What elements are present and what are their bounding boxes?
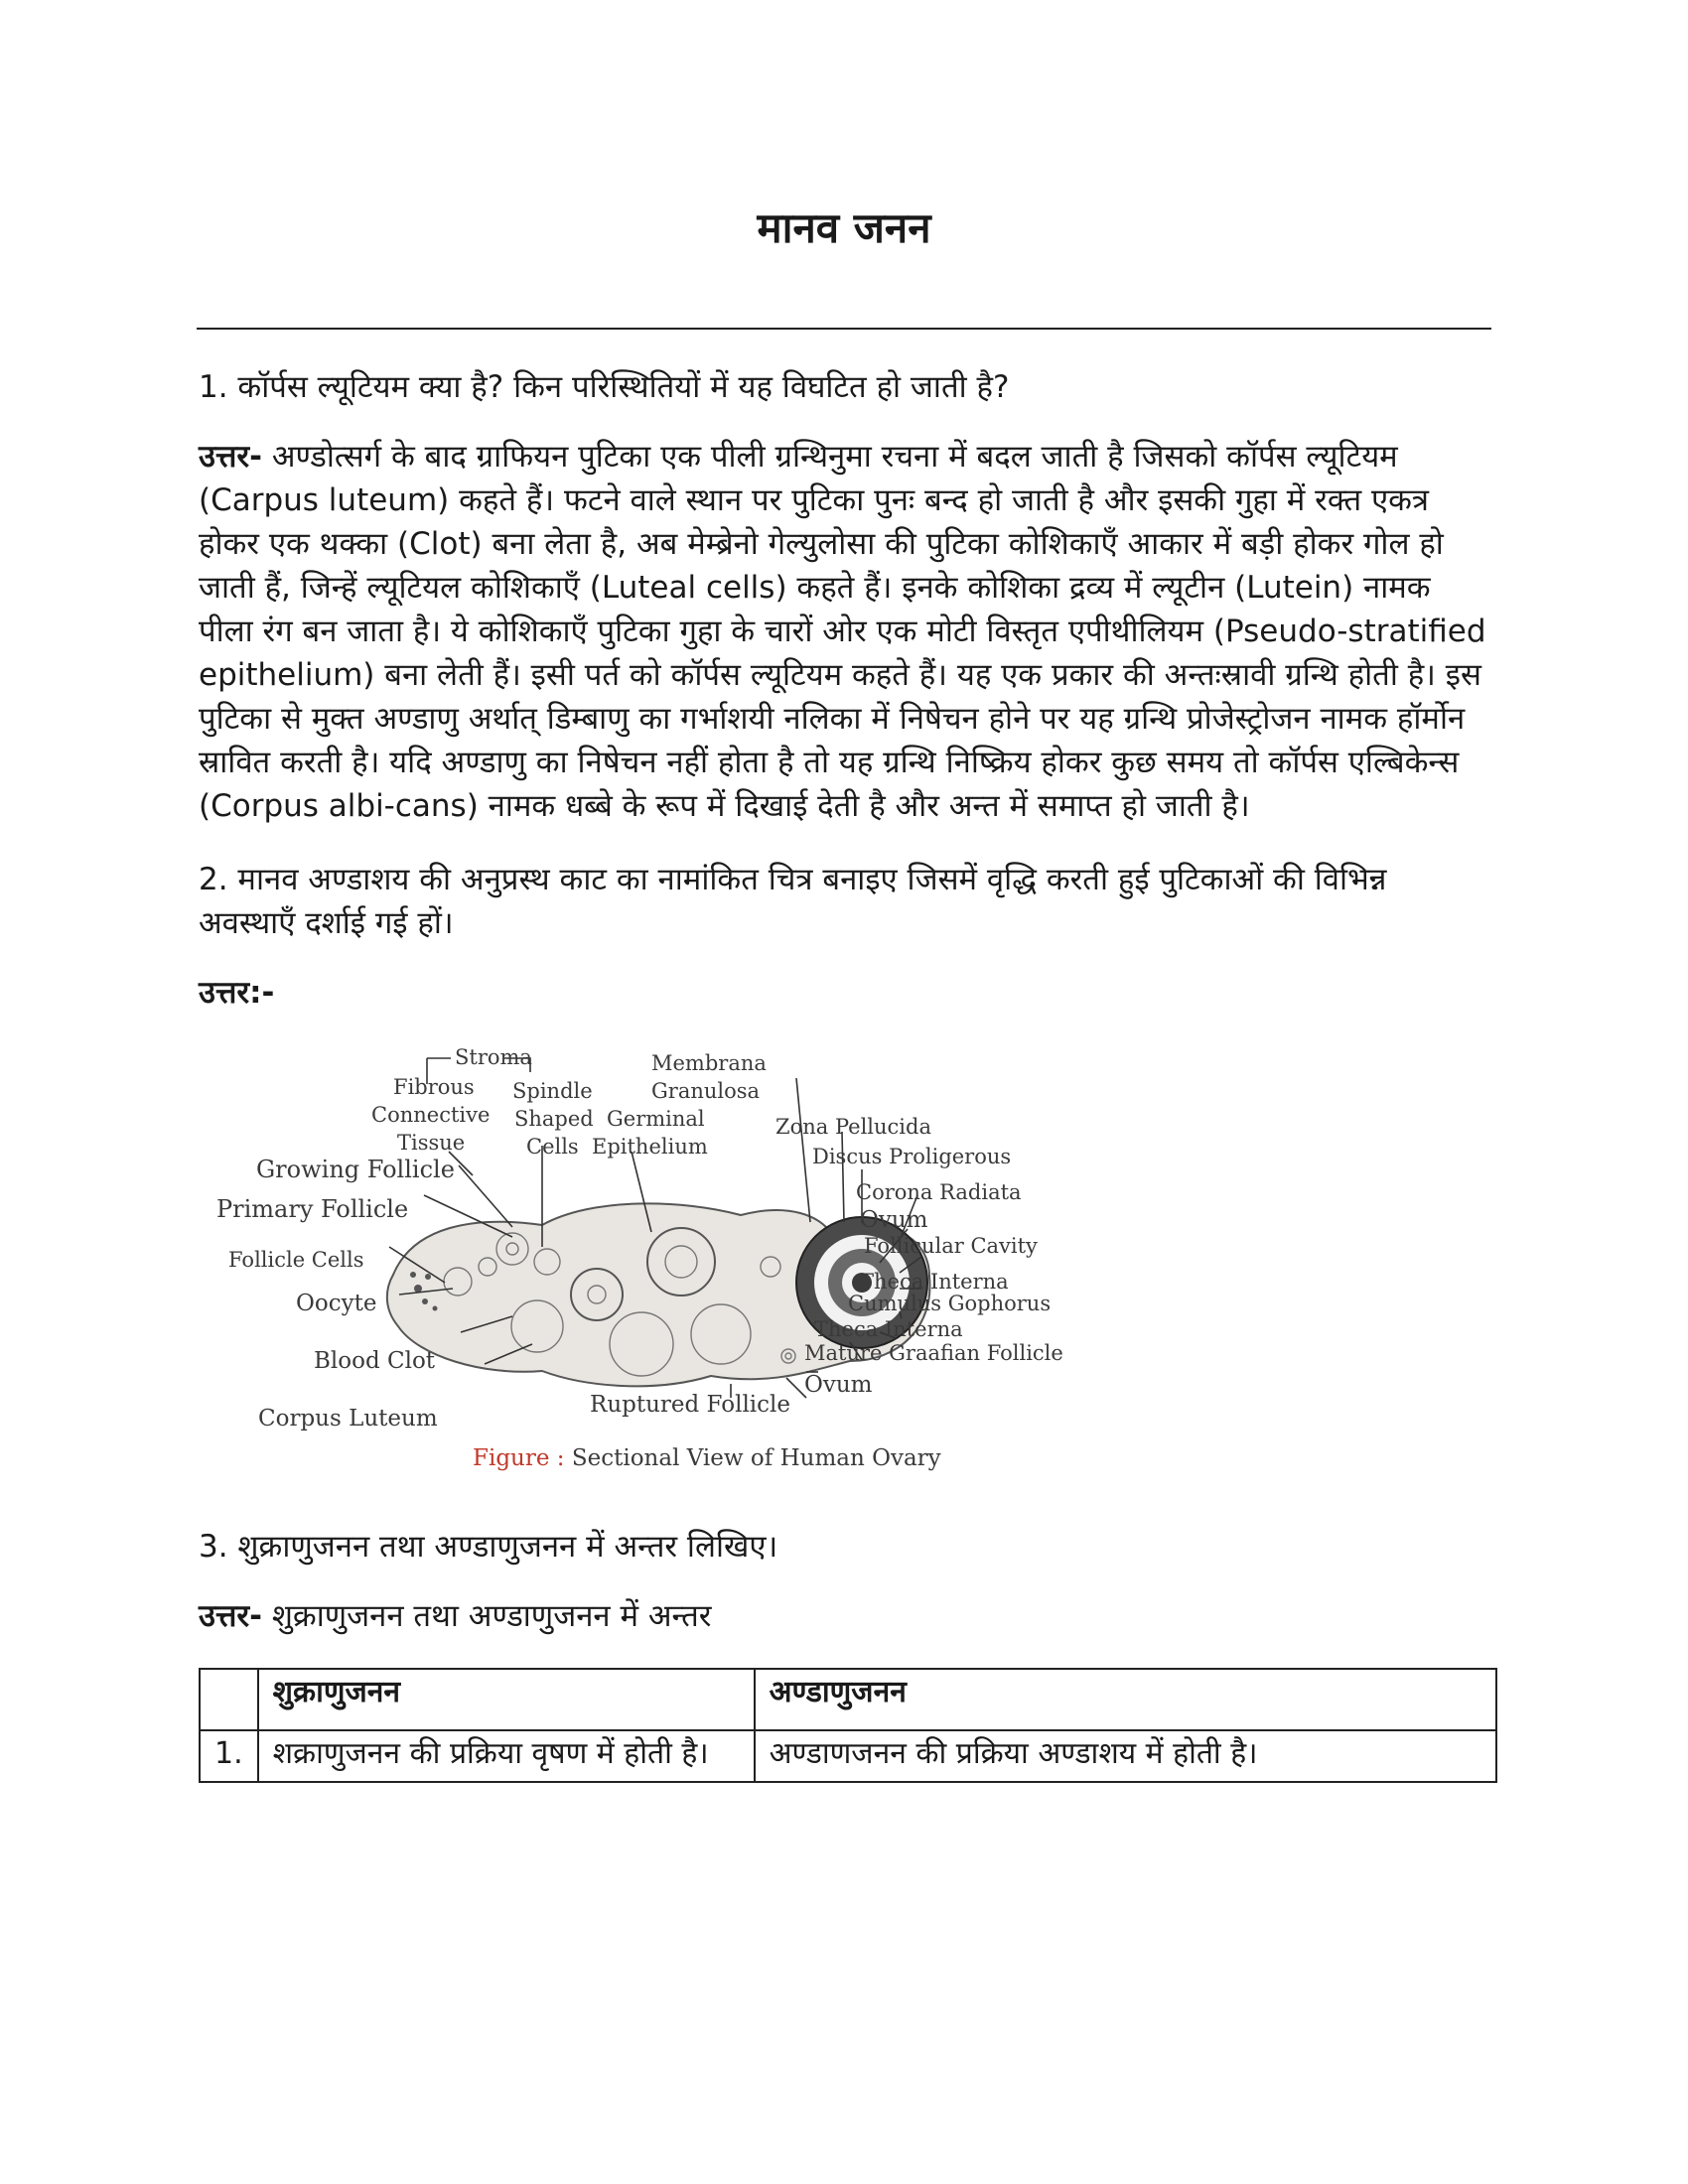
label-discus-proligerous: Discus Proligerous — [812, 1145, 1012, 1168]
label-ovum-bottom: Ovum — [804, 1372, 873, 1398]
label-corona-radiata: Corona Radiata — [856, 1180, 1022, 1204]
label-ruptured-follicle: Ruptured Follicle — [590, 1392, 791, 1418]
answer-1 — [199, 435, 1489, 828]
comparison-table — [199, 1668, 1497, 1783]
label-stroma: Stroma — [455, 1045, 532, 1069]
label-ovum-right: Ovum — [860, 1207, 928, 1233]
label-spindle-2: Shaped — [514, 1107, 594, 1131]
question-2: 2. मानव अण्डाशय की अनुप्रस्थ काट का नामांकित चित्र बनाइए जिसमें वृद्धि करती हुई पुटिकाओं की विभिन्न अवस्थाएँ दर्शाई गई हों। — [199, 862, 1387, 941]
ovary-figure — [214, 1028, 1108, 1505]
table-header-oogenesis: अण्डाणुजनन — [755, 1669, 1496, 1730]
answer-1-label: उत्तर- — [199, 439, 262, 475]
label-blood-clot: Blood Clot — [314, 1348, 436, 1374]
question-3: 3. शुक्राणुजनन तथा अण्डाणुजनन में अन्तर लिखिए। — [199, 1529, 778, 1565]
answer-3 — [199, 1594, 1489, 1638]
table-row — [200, 1730, 1496, 1782]
figure-caption-text: Sectional View of Human Ovary — [564, 1445, 941, 1471]
label-membrana-2: Granulosa — [651, 1079, 761, 1103]
table-header-spermatogenesis: शुक्राणुजनन — [258, 1669, 755, 1730]
label-primary-follicle: Primary Follicle — [216, 1195, 409, 1223]
page-title: मानव जनन — [757, 204, 931, 252]
question-1: 1. कॉर्पस ल्यूटियम क्या है? किन परिस्थितियों में यह विघटित हो जाती है? — [199, 369, 1010, 405]
answer-3-text: शुक्राणुजनन तथा अण्डाणुजनन में अन्तर — [261, 1598, 712, 1634]
table-header-serial — [200, 1669, 258, 1730]
label-mature-graafian-follicle: Mature Graafian Follicle — [804, 1341, 1063, 1365]
title-divider — [197, 328, 1491, 330]
document-body — [199, 365, 1489, 1783]
label-theca-interna-2: Theca Interna — [814, 1317, 963, 1341]
table-cell-serial: 1. — [200, 1730, 258, 1782]
label-zona-pellucida: Zona Pellucida — [775, 1115, 931, 1139]
label-growing-follicle: Growing Follicle — [256, 1156, 455, 1183]
label-theca-interna-1: Theca Interna — [860, 1270, 1009, 1294]
label-germinal-1: Germinal — [607, 1107, 705, 1131]
figure-caption — [473, 1445, 941, 1471]
label-oocyte: Oocyte — [296, 1291, 377, 1316]
table-header-row — [200, 1669, 1496, 1730]
label-corpus-luteum: Corpus Luteum — [258, 1406, 438, 1432]
answer-1-text: अण्डोत्सर्ग के बाद ग्राफियन पुटिका एक पीली ग्रन्थिनुमा रचना में बदल जाती है जिसको कॉर्पस ल्यूटियम (Carpus luteum) कहते हैं। फटने वाले स्थान पर पुटिका पुनः बन्द हो जाती है और इसकी गुहा में रक्त एकत्र होकर एक थक्का (Clot) बना लेता है, अब मेम्ब्रेनो गेल्युलोसा की पुटिका कोशिकाएँ आकार में बड़ी होकर गोल हो जाती हैं, जिन्हें ल्यूटियल कोशिकाएँ (Luteal cells) कहते हैं। इनके कोशिका द्रव्य में ल्यूटीन (Lutein) नामक पीला रंग बन जाता है। ये कोशिकाएँ पुटिका गुहा के चारों ओर एक मोटी विस्तृत एपीथीलियम (Pseudo-stratified epithelium) बना लेती हैं। इसी पर्त को कॉर्पस ल्यूटियम कहते हैं। यह एक प्रकार की अन्तःस्रावी ग्रन्थि होती है। इस पुटिका से मुक्त अण्डाणु अर्थात् डिम्बाणु का गर्भाशयी नलिका में निषेचन होने पर यह ग्रन्थि प्रोजेस्ट्रोजन नामक हॉर्मोन स्रावित करती है। यदि अण्डाणु का निषेचन नहीं होता है तो यह ग्रन्थि निष्क्रिय होकर कुछ समय तो कॉर्पस एल्बिकेन्स (Corpus albi-cans) नामक धब्बे के रूप में दिखाई देती है और अन्त में समाप्त हो जाती है। — [199, 439, 1486, 824]
label-fibrous-2: Connective — [371, 1103, 491, 1127]
label-spindle-1: Spindle — [512, 1079, 593, 1103]
label-fibrous-3: Tissue — [397, 1131, 466, 1155]
label-follicle-cells: Follicle Cells — [228, 1248, 364, 1272]
label-cumulus-gophorus: Cumulus Gophorus — [848, 1292, 1052, 1315]
table-cell-spermatogenesis: शक्राणुजनन की प्रक्रिया वृषण में होती है। — [258, 1730, 755, 1782]
table-cell-oogenesis: अण्डाणजनन की प्रक्रिया अण्डाशय में होती है। — [755, 1730, 1496, 1782]
label-membrana-1: Membrana — [651, 1051, 767, 1075]
ovary-diagram — [214, 1028, 1108, 1505]
label-spindle-3: Cells — [526, 1135, 579, 1159]
answer-2-label: उत्तर:- — [199, 975, 275, 1011]
label-germinal-2: Epithelium — [592, 1135, 708, 1159]
figure-caption-prefix: Figure : — [473, 1445, 565, 1471]
answer-3-label: उत्तर- — [199, 1598, 262, 1634]
label-follicular-cavity: Follicular Cavity — [864, 1234, 1038, 1258]
label-fibrous-1: Fibrous — [393, 1075, 475, 1099]
